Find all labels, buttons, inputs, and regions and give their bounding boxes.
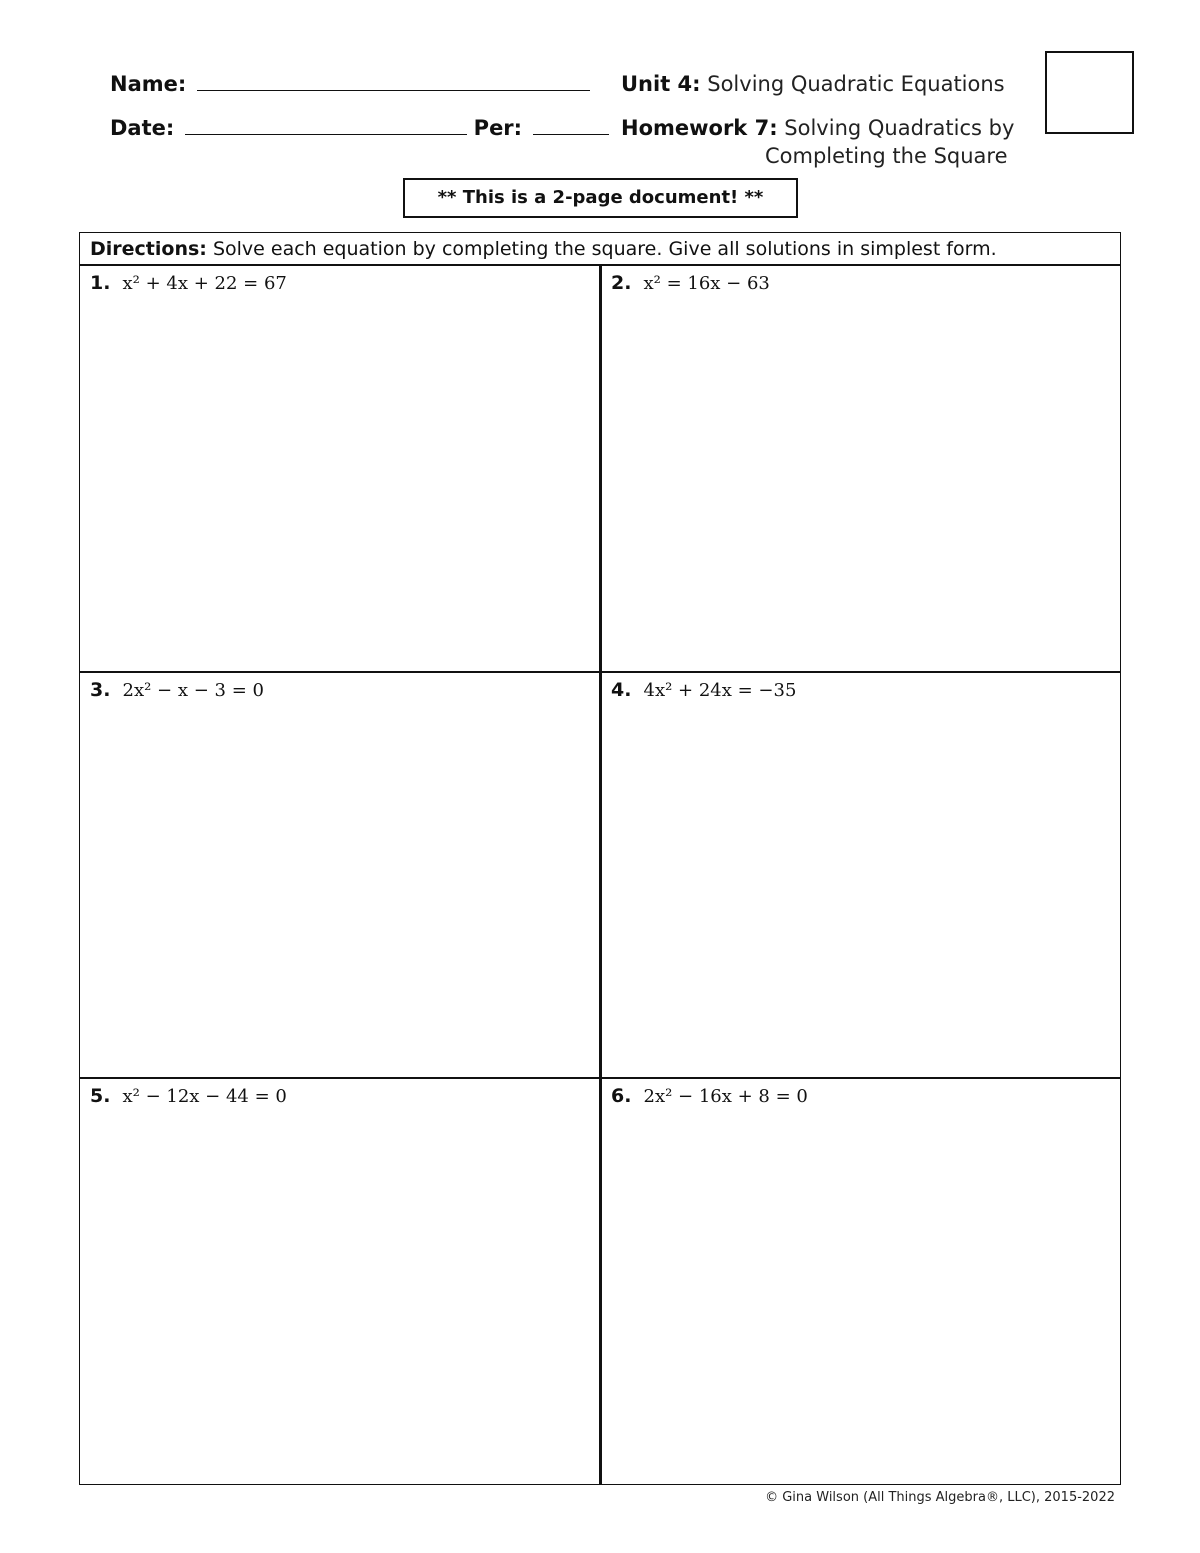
problem-number: 6. xyxy=(611,1085,632,1107)
score-box[interactable] xyxy=(1045,51,1134,134)
copyright-footer: © Gina Wilson (All Things Algebra®, LLC), 2015-2022 xyxy=(765,1490,1115,1505)
problem-equation: 2x² − x − 3 = 0 xyxy=(122,680,264,701)
unit-label: Unit 4: xyxy=(621,72,701,96)
name-row xyxy=(110,72,590,96)
unit-heading xyxy=(621,72,1005,96)
date-field[interactable] xyxy=(185,116,467,135)
period-field[interactable] xyxy=(533,116,609,135)
problem-equation: x² + 4x + 22 = 67 xyxy=(122,273,287,294)
problem-number: 4. xyxy=(611,679,632,701)
problem-equation: 2x² − 16x + 8 = 0 xyxy=(643,1086,808,1107)
problem-grid xyxy=(79,232,1121,1485)
problem-3[interactable] xyxy=(80,673,599,1077)
date-row xyxy=(110,116,609,140)
problem-2[interactable] xyxy=(601,266,1120,671)
homework-title-line2: Completing the Square xyxy=(765,144,1008,168)
directions-text: Solve each equation by completing the square. Give all solutions in simplest form. xyxy=(212,238,997,260)
per-label: Per: xyxy=(473,116,523,140)
directions xyxy=(80,233,1120,266)
unit-title: Solving Quadratic Equations xyxy=(707,72,1005,96)
homework-label: Homework 7: xyxy=(621,116,778,140)
homework-title-line1: Solving Quadratics by xyxy=(784,116,1015,140)
problem-4[interactable] xyxy=(601,673,1120,1077)
problem-number: 5. xyxy=(90,1085,111,1107)
problem-equation: x² − 12x − 44 = 0 xyxy=(122,1086,287,1107)
name-field[interactable] xyxy=(197,72,590,91)
problem-5[interactable] xyxy=(80,1079,599,1483)
directions-label: Directions: xyxy=(90,238,207,260)
homework-title-line2-row xyxy=(765,144,1008,168)
problem-number: 3. xyxy=(90,679,111,701)
two-page-notice: ** This is a 2-page document! ** xyxy=(403,178,798,218)
homework-heading xyxy=(621,116,1014,140)
problem-equation: x² = 16x − 63 xyxy=(643,273,770,294)
problem-equation: 4x² + 24x = −35 xyxy=(643,680,797,701)
problem-number: 2. xyxy=(611,272,632,294)
problem-1[interactable] xyxy=(80,266,599,671)
name-label: Name: xyxy=(110,72,187,96)
problem-6[interactable] xyxy=(601,1079,1120,1483)
problem-number: 1. xyxy=(90,272,111,294)
date-label: Date: xyxy=(110,116,175,140)
